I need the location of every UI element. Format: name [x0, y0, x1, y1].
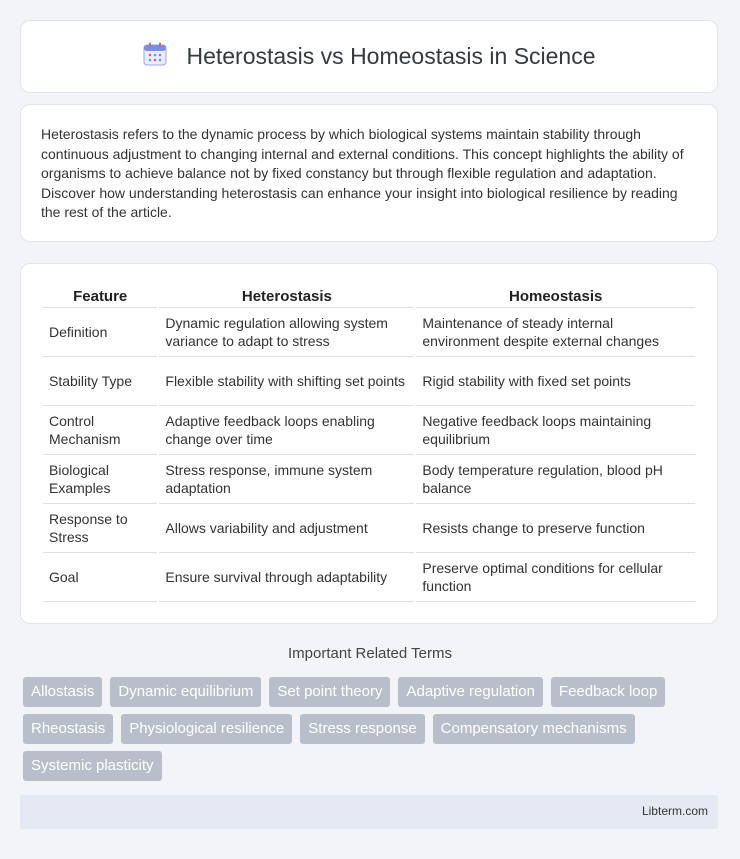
table-row: [43, 308, 695, 357]
related-terms-heading: Important Related Terms: [288, 645, 452, 662]
table-cell: Goal: [43, 553, 157, 602]
table-cell: Adaptive feedback loops enabling change over time: [159, 406, 414, 455]
tag-adaptive-regulation[interactable]: Adaptive regulation: [398, 677, 542, 707]
table-row: [43, 357, 695, 406]
table-row: [43, 553, 695, 602]
title-wrap: [142, 41, 595, 72]
tag-compensatory-mechanisms[interactable]: Compensatory mechanisms: [433, 714, 635, 744]
table-cell: Preserve optimal conditions for cellular function: [416, 553, 695, 602]
table-cell: Stability Type: [43, 357, 157, 406]
table-cell: Ensure survival through adaptability: [159, 553, 414, 602]
footer: [20, 795, 718, 829]
table-cell: Stress response, immune system adaptation: [159, 455, 414, 504]
table-cell: Definition: [43, 308, 157, 357]
tag-dynamic-equilibrium[interactable]: Dynamic equilibrium: [110, 677, 261, 707]
table-row: [43, 455, 695, 504]
column-header-heterostasis: Heterostasis: [159, 284, 414, 308]
table-cell: Flexible stability with shifting set points: [159, 357, 414, 406]
column-header-feature: Feature: [43, 284, 157, 308]
table-cell: Negative feedback loops maintaining equilibrium: [416, 406, 695, 455]
table-row: [43, 504, 695, 553]
intro-card: [20, 104, 718, 242]
footer-site-link[interactable]: Libterm.com: [641, 804, 708, 818]
comparison-table: [41, 284, 697, 602]
table-cell: Resists change to preserve function: [416, 504, 695, 553]
table-cell: Dynamic regulation allowing system variance to adapt to stress: [159, 308, 414, 357]
tag-feedback-loop[interactable]: Feedback loop: [551, 677, 665, 707]
tag-set-point-theory[interactable]: Set point theory: [269, 677, 390, 707]
related-terms-list: [23, 677, 713, 781]
tag-physiological-resilience[interactable]: Physiological resilience: [121, 714, 292, 744]
intro-text: Heterostasis refers to the dynamic process by which biological systems maintain stability through continuous adjustment to changing internal and external conditions. This concept highlights the ability of organisms to achieve balance not by fixed constancy but through flexible regulation and adaptation. Discover how understanding heterostasis can enhance your insight into biological resilience by reading the rest of the article.: [41, 126, 684, 220]
header-card: [20, 20, 718, 93]
table-cell: Biological Examples: [43, 455, 157, 504]
tag-systemic-plasticity[interactable]: Systemic plasticity: [23, 751, 162, 781]
tag-rheostasis[interactable]: Rheostasis: [23, 714, 113, 744]
table-cell: Body temperature regulation, blood pH balance: [416, 455, 695, 504]
table-row: [43, 406, 695, 455]
tag-stress-response[interactable]: Stress response: [300, 714, 424, 744]
table-cell: Allows variability and adjustment: [159, 504, 414, 553]
column-header-homeostasis: Homeostasis: [416, 284, 695, 308]
table-header-row: [43, 284, 695, 308]
table-cell: Maintenance of steady internal environment despite external changes: [416, 308, 695, 357]
page-title: Heterostasis vs Homeostasis in Science: [186, 43, 596, 69]
table-cell: Response to Stress: [43, 504, 157, 553]
calendar-icon: [142, 41, 168, 72]
table-cell: Rigid stability with fixed set points: [416, 357, 695, 406]
comparison-card: [20, 263, 718, 624]
tag-allostasis[interactable]: Allostasis: [23, 677, 102, 707]
table-cell: Control Mechanism: [43, 406, 157, 455]
